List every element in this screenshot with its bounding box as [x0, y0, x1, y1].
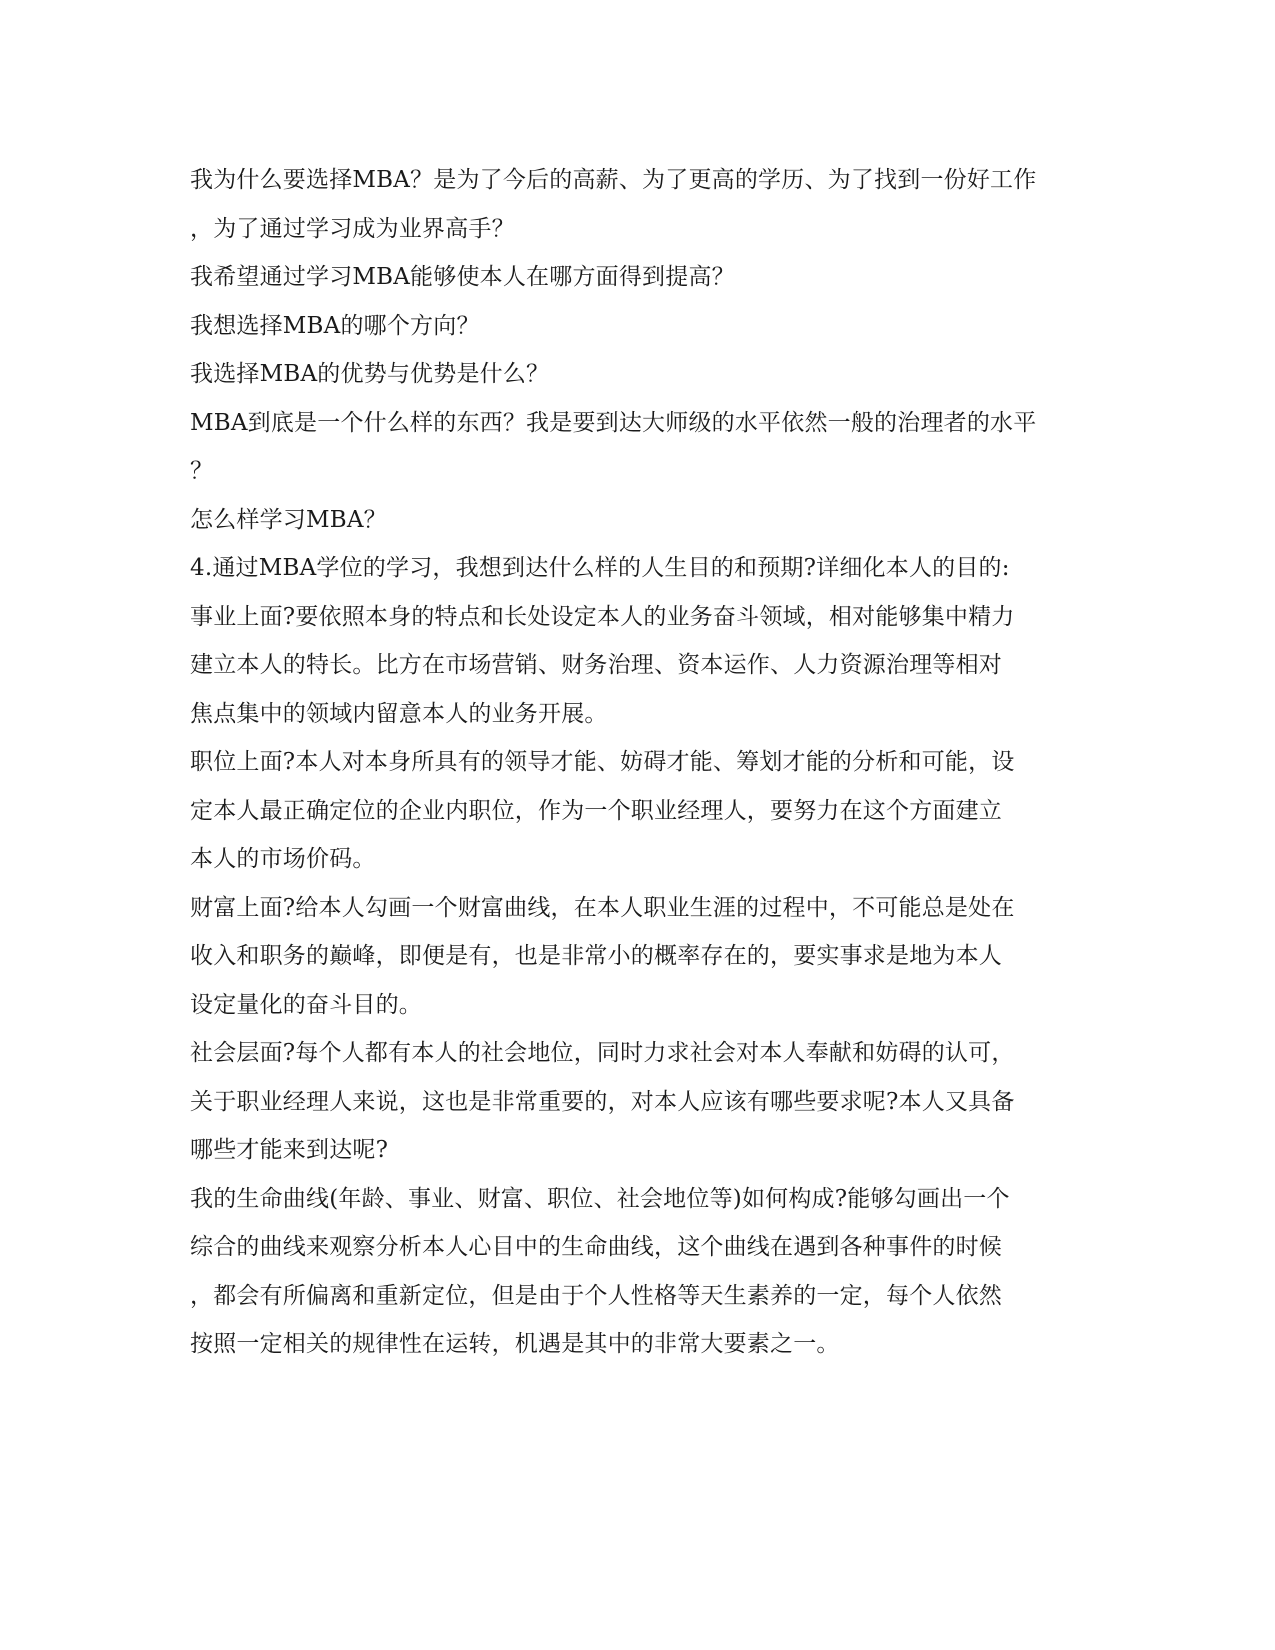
text-line: 我希望通过学习MBA能够使本人在哪方面得到提高？: [190, 264, 735, 290]
text-line: 财富上面?给本人勾画一个财富曲线，在本人职业生涯的过程中，不可能总是处在: [190, 894, 1015, 921]
text-line: 设定量化的奋斗目的。: [190, 991, 422, 1018]
text-line: 我为什么要选择MBA？是为了今后的高薪、为了更高的学历、为了找到一份好工作: [190, 167, 1037, 193]
text-line: 收入和职务的巅峰，即便是有，也是非常小的概率存在的，要实事求是地为本人: [190, 943, 1002, 969]
text-line: 职位上面?本人对本身所具有的领导才能、妨碍才能、筹划才能的分析和可能，设: [190, 749, 1015, 775]
text-line: 事业上面?要依照本身的特点和长处设定本人的业务奋斗领域，相对能够集中精力: [190, 603, 1015, 630]
text-line: ？: [190, 458, 214, 484]
text-line: 按照一定相关的规律性在运转，机遇是其中的非常大要素之一。: [190, 1331, 840, 1357]
text-line: 关于职业经理人来说，这也是非常重要的，对本人应该有哪些要求呢?本人又具备: [190, 1088, 1015, 1115]
text-line: ，为了通过学习成为业界高手？: [190, 215, 515, 242]
text-line: 我选择MBA的优势与优势是什么？: [190, 361, 550, 387]
text-line: ，都会有所偏离和重新定位，但是由于个人性格等天生素养的一定，每个人依然: [190, 1282, 1002, 1309]
text-line: MBA到底是一个什么样的东西？我是要到达大师级的水平依然一般的治理者的水平: [190, 409, 1037, 436]
text-line: 怎么样学习MBA？: [190, 506, 387, 533]
text-line: 本人的市场价码。: [190, 846, 376, 872]
text-line: 4.通过MBA学位的学习，我想到达什么样的人生目的和预期?详细化本人的目的:: [190, 555, 1010, 581]
text-line: 焦点集中的领域内留意本人的业务开展。: [190, 700, 608, 727]
text-line: 定本人最正确定位的企业内职位，作为一个职业经理人，要努力在这个方面建立: [190, 797, 1002, 824]
document-body: [190, 156, 1070, 1369]
text-line: 建立本人的特长。比方在市场营销、财务治理、资本运作、人力资源治理等相对: [190, 652, 1002, 678]
text-line: 我的生命曲线(年龄、事业、财富、职位、社会地位等)如何构成?能够勾画出一个: [190, 1185, 1010, 1212]
text-line: 我想选择MBA的哪个方向？: [190, 312, 480, 339]
text-line: 综合的曲线来观察分析本人心目中的生命曲线，这个曲线在遇到各种事件的时候: [190, 1234, 1002, 1260]
text-line: 社会层面?每个人都有本人的社会地位，同时力求社会对本人奉献和妨碍的认可，: [190, 1040, 1015, 1066]
text-line: 哪些才能来到达呢?: [190, 1137, 389, 1163]
